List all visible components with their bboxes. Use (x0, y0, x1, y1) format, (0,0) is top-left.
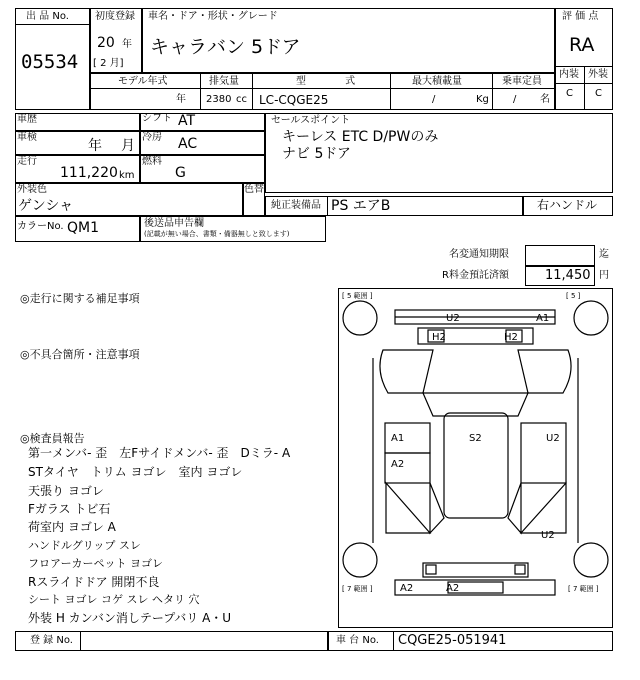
sales-point-label: セールスポイント (271, 115, 351, 126)
mark-right-u2: U2 (546, 433, 560, 444)
grade-value: RA (569, 34, 595, 56)
car-condition-diagram (338, 288, 613, 628)
spec-div-4 (492, 73, 493, 110)
tire-fr-circle (574, 301, 608, 335)
lot-number-value: 05534 (21, 51, 79, 73)
inspector-line-7: フロアーカーペット ヨゴレ (28, 557, 163, 570)
mark-roof-s2: S2 (469, 433, 482, 444)
inspector-line-5: 荷室内 ヨゴレ A (28, 520, 116, 534)
color-number-value: QM1 (67, 220, 100, 236)
door-right (521, 423, 566, 483)
recycle-label: R料金預託済額 (442, 270, 509, 281)
registration-year: 20 (97, 35, 115, 51)
recycle-unit: 円 (599, 270, 609, 281)
tire-rr-circle (574, 543, 608, 577)
mileage-value: 111,220 (60, 165, 118, 181)
equipment-label: 純正装備品 (271, 200, 321, 211)
inspector-line-9: シート ヨゴレ コゲ スレ ヘタリ 穴 (28, 593, 200, 606)
driving-notes-label: ◎走行に関する補足事項 (20, 292, 140, 305)
shift-label: シフト (142, 113, 172, 124)
equipment-value: PS エアB (331, 198, 391, 214)
capacity-sep: / (513, 94, 517, 105)
name-change-label: 名変通知期限 (449, 249, 509, 260)
sales-point-line2: ナビ 5ドア (282, 146, 351, 162)
grade-label: 評 価 点 (562, 11, 599, 22)
mark-hood-h2-left: H2 (432, 332, 446, 343)
shift-value: AT (178, 113, 196, 129)
inspector-line-1: 第一メンバ- 歪 左Fサイドメンバ- 歪 Dミラ- A (28, 446, 291, 460)
lot-number-label-divider (15, 24, 90, 25)
max-load-sep: / (432, 94, 436, 105)
tire-rr-label: [ 7 範囲 ] (568, 585, 599, 593)
inspector-line-2: STタイヤ トリム ヨゴレ 室内 ヨゴレ (28, 465, 243, 479)
displacement-label: 排気量 (209, 76, 239, 87)
max-load-unit: Kg (476, 94, 489, 105)
inspection-label: 車検 (17, 132, 37, 143)
color-label: 外装色 (17, 184, 47, 195)
chassis-number-value: CQGE25-051941 (398, 633, 507, 648)
name-change-unit: 迄 (599, 249, 609, 260)
capacity-label: 乗車定員 (502, 76, 542, 87)
inspection-year: 年 (88, 138, 102, 154)
registration-year-unit: 年 (122, 39, 132, 50)
fuel-label: 燃料 (142, 156, 162, 167)
model-year-unit: 年 (176, 94, 186, 105)
fuel-value: G (175, 165, 186, 181)
car-name-value: キャラバン 5ドア (150, 36, 301, 58)
inspector-line-8: Rスライドドア 開閉不良 (28, 575, 160, 589)
exterior-grade-label: 外装 (588, 69, 608, 80)
handle-value: 右ハンドル (537, 198, 598, 212)
grade-sub-mid (584, 66, 585, 110)
lot-number-label: 出 品 No. (26, 11, 69, 22)
color-value: ゲンシャ (18, 198, 74, 214)
interior-grade-value: C (566, 88, 573, 99)
tire-fr-label: [ 5 ] (566, 292, 581, 300)
ac-value: AC (178, 136, 198, 152)
spec-row-mid (90, 88, 555, 89)
max-load-label: 最大積載量 (412, 76, 462, 87)
tire-rl-label: [ 7 範囲 ] (342, 585, 373, 593)
registration-number-divider (80, 631, 81, 651)
front-fender-left (380, 350, 433, 393)
ac-label: 冷房 (142, 132, 162, 143)
type-value: LC-CQGE25 (259, 93, 329, 107)
retrofit-note: (記載が無い場合、書類・備器無しと致します) (144, 230, 290, 238)
grade-value-divider (555, 83, 613, 84)
front-fender-right (518, 350, 571, 393)
spec-div-3 (390, 73, 391, 110)
mileage-label: 走行 (17, 156, 37, 167)
rear-pillar-left (430, 483, 444, 533)
inspector-line-3: 天張り ヨゴレ (28, 484, 104, 498)
color-change-label: 色替 (244, 184, 264, 195)
history-label: 車歴 (17, 114, 37, 125)
sales-point-line1: キーレス ETC D/PWのみ (282, 129, 439, 145)
equipment-divider (327, 196, 328, 216)
registration-number-label: 登 録 No. (30, 635, 73, 646)
mark-rear-a2-right: A2 (446, 583, 460, 594)
rear-pillar-right (508, 483, 521, 533)
tire-fl-circle (343, 301, 377, 335)
mileage-unit: km (119, 170, 135, 181)
type-label: 型 式 (296, 76, 356, 87)
tire-rl-circle (343, 543, 377, 577)
mark-rear-right-u2: U2 (541, 530, 555, 541)
mark-front-u2: U2 (446, 313, 460, 324)
name-change-box (525, 245, 595, 266)
roof-panel (444, 413, 508, 518)
first-registration-label: 初度登録 (95, 11, 135, 22)
spec-div-2 (252, 73, 253, 110)
mark-left-a1: A1 (391, 433, 405, 444)
rear-lamp-left (426, 565, 436, 574)
interior-grade-label: 内装 (559, 69, 579, 80)
inspector-line-4: Fガラス トビ石 (28, 502, 111, 516)
rear-quarter-left (386, 483, 430, 533)
registration-month: [ 2 月] (93, 58, 124, 69)
inspector-report-label: ◎検査員報告 (20, 432, 85, 445)
car-name-label: 車名・ドア・形状・グレード (148, 11, 278, 22)
inspection-month: 月 (121, 138, 135, 154)
chassis-number-label: 車 台 No. (336, 635, 379, 646)
mark-left-a2: A2 (391, 459, 405, 470)
chassis-number-divider (393, 631, 394, 651)
model-year-label: モデル年式 (118, 76, 168, 87)
rear-gate (423, 563, 528, 577)
displacement-value: 2380 (206, 94, 232, 105)
inspector-line-6: ハンドルグリップ スレ (28, 539, 141, 552)
mark-rear-a2-left: A2 (400, 583, 414, 594)
rear-quarter-right (521, 483, 566, 533)
displacement-unit: cc (236, 94, 247, 105)
retrofit-label: 後送品申告欄 (144, 218, 204, 229)
capacity-unit: 名 (540, 94, 550, 105)
rear-lamp-right (515, 565, 525, 574)
car-outline (373, 310, 578, 595)
recycle-value: 11,450 (545, 268, 591, 283)
mark-hood-h2-right: H2 (504, 332, 518, 343)
tire-fl-label: [ 5 範囲 ] (342, 292, 373, 300)
defect-notes-label: ◎不具合箇所・注意事項 (20, 348, 140, 361)
exterior-grade-value: C (595, 88, 602, 99)
mark-front-a1: A1 (536, 313, 550, 324)
spec-div-1 (200, 73, 201, 110)
color-number-label: カラーNo. (17, 221, 64, 232)
inspector-line-10: 外装 H カンバン消しテープバリ A・U (28, 611, 232, 625)
